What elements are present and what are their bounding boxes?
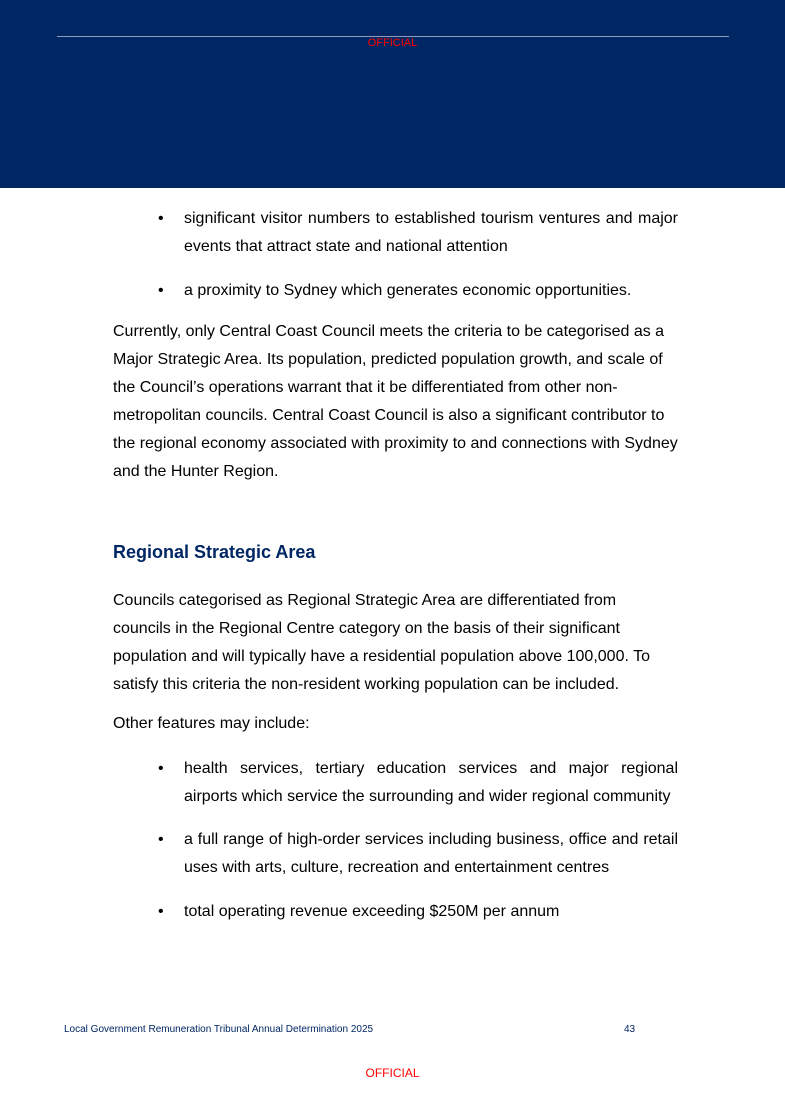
bullet-text: a full range of high-order services including business, office and retail uses with arts, culture, recreation and entertainment centres xyxy=(184,831,678,876)
paragraph-regional-strategic: Councils categorised as Regional Strategic Area are differentiated from councils in the Regional Centre category on the basis of their significant population and will typically have a residential population above 100,000. To satisfy this criteria the non-resident working population can be included. xyxy=(113,592,650,693)
bullet-text: total operating revenue exceeding $250M per annum xyxy=(184,903,560,920)
classification-label-bottom: OFFICIAL xyxy=(365,1066,420,1080)
section-heading: Regional Strategic Area xyxy=(113,542,316,562)
bullet-item xyxy=(158,277,678,305)
paragraph-major-strategic: Currently, only Central Coast Council meets the criteria to be categorised as a Major Strategic Area. Its population, predicted population growth, and scale of the Council’s operations warrant that it be differentiated from other non-metropolitan councils. Central Coast Council is also a significant contributor to the regional economy associated with proximity to and connections with Sydney and the Hunter Region. xyxy=(113,323,678,480)
classification-label-top: OFFICIAL xyxy=(367,37,418,49)
bullet-item xyxy=(158,755,678,811)
bullet-text: a proximity to Sydney which generates economic opportunities. xyxy=(184,282,632,299)
bullet-marker: • xyxy=(158,210,164,227)
bullet-item xyxy=(158,205,678,261)
bullet-text: significant visitor numbers to established tourism ventures and major events that attract state and national attention xyxy=(184,210,678,255)
bullet-marker: • xyxy=(158,282,164,299)
bullet-marker: • xyxy=(158,903,164,920)
header-band xyxy=(0,0,785,188)
bullet-item xyxy=(158,826,678,882)
paragraph-other-features: Other features may include: xyxy=(113,715,310,732)
bullet-text: health services, tertiary education services and major regional airports which service the surrounding and wider regional community xyxy=(184,760,678,805)
footer-page-number: 43 xyxy=(624,1024,636,1035)
bullet-item xyxy=(158,898,678,926)
bullet-marker: • xyxy=(158,760,164,777)
bullet-marker: • xyxy=(158,831,164,848)
footer-document-title: Local Government Remuneration Tribunal Annual Determination 2025 xyxy=(64,1024,374,1035)
